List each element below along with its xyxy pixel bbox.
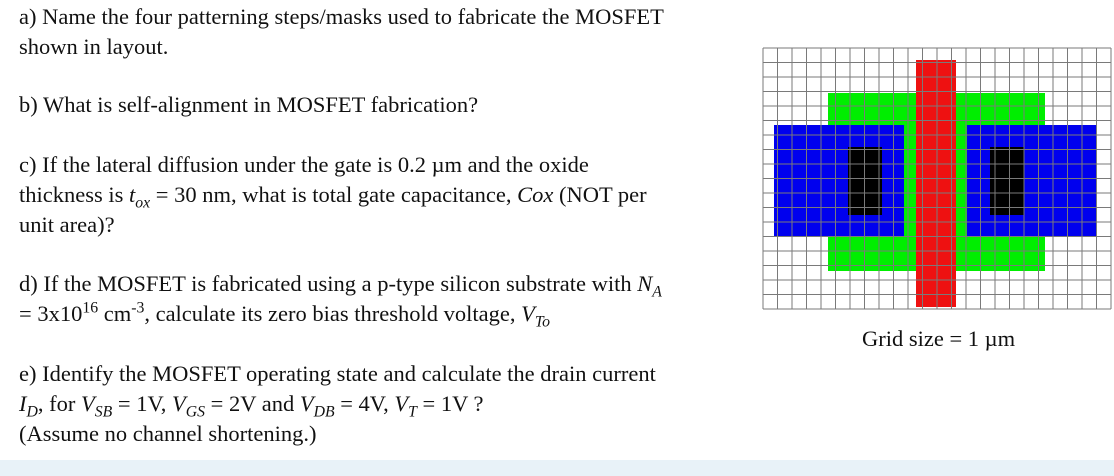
question-e-text: = 1V ? xyxy=(416,391,484,416)
vsb-symbol xyxy=(81,391,113,421)
question-d-line2 xyxy=(19,299,662,329)
question-a-line2: shown in layout. xyxy=(19,34,169,59)
tox-subscript: ox xyxy=(135,194,151,212)
vdb-letter: V xyxy=(299,391,314,416)
question-e-text: , for xyxy=(37,391,81,416)
vt-subscript: T xyxy=(408,403,417,421)
question-c-line3: unit area)? xyxy=(19,212,115,237)
vsb-subscript: SB xyxy=(94,403,113,421)
layout-caption: Grid size = 1 µm xyxy=(862,326,1016,351)
question-d-text: , calculate its zero bias threshold voltage, xyxy=(144,301,522,326)
question-b xyxy=(19,90,478,120)
question-e-line2 xyxy=(19,389,656,419)
na-symbol xyxy=(637,271,662,301)
question-d-text: = 3x10 xyxy=(19,301,83,326)
question-e-line1: e) Identify the MOSFET operating state and calculate the drain current xyxy=(19,361,656,386)
vto-subscript: To xyxy=(534,313,551,331)
question-d xyxy=(19,269,662,329)
vgs-symbol xyxy=(172,391,206,421)
vto-symbol xyxy=(521,301,551,331)
question-e-text: = 2V and xyxy=(205,391,300,416)
question-d-text: d) If the MOSFET is fabricated using a p-type silicon substrate with xyxy=(19,271,638,296)
question-c-text: thickness is xyxy=(19,182,129,207)
id-letter: I xyxy=(19,391,27,416)
vto-letter: V xyxy=(521,301,535,326)
id-symbol xyxy=(19,391,38,421)
question-a-line1: a) Name the four patterning steps/masks used to fabricate the MOSFET xyxy=(19,4,664,29)
tox-symbol xyxy=(129,182,151,212)
question-d-text: cm xyxy=(98,301,132,326)
question-c xyxy=(19,150,647,240)
vsb-letter: V xyxy=(81,391,95,416)
question-c-line1: c) If the lateral diffusion under the gate is 0.2 µm and the oxide xyxy=(19,152,589,177)
id-subscript: D xyxy=(26,403,38,421)
vt-symbol xyxy=(394,391,417,421)
source-diffusion xyxy=(774,125,904,236)
vdb-symbol xyxy=(299,391,335,421)
na-letter: N xyxy=(637,271,653,296)
question-c-text: = 30 nm, what is total gate capacitance, xyxy=(150,182,518,207)
vt-letter: V xyxy=(394,391,409,416)
question-a xyxy=(19,2,664,62)
question-b-line1: b) What is self-alignment in MOSFET fabrication? xyxy=(19,92,479,117)
question-e-text: = 1V, xyxy=(112,391,173,416)
question-e xyxy=(19,359,656,449)
question-c-line2 xyxy=(19,180,647,210)
drain-diffusion xyxy=(967,125,1097,236)
na-subscript: A xyxy=(652,283,662,301)
question-d-line1 xyxy=(19,269,662,299)
cox-symbol: Cox xyxy=(517,182,554,207)
question-c-text: (NOT per xyxy=(553,182,647,207)
vdb-subscript: DB xyxy=(313,403,335,421)
tox-letter: t xyxy=(129,182,136,207)
unit-exponent: -3 xyxy=(131,299,145,317)
question-e-line3: (Assume no channel shortening.) xyxy=(19,421,317,446)
mosfet-layout-figure xyxy=(762,45,1112,315)
vgs-letter: V xyxy=(172,391,186,416)
question-e-text: = 4V, xyxy=(334,391,395,416)
vgs-subscript: GS xyxy=(185,403,206,421)
doping-exponent: 16 xyxy=(82,299,99,317)
